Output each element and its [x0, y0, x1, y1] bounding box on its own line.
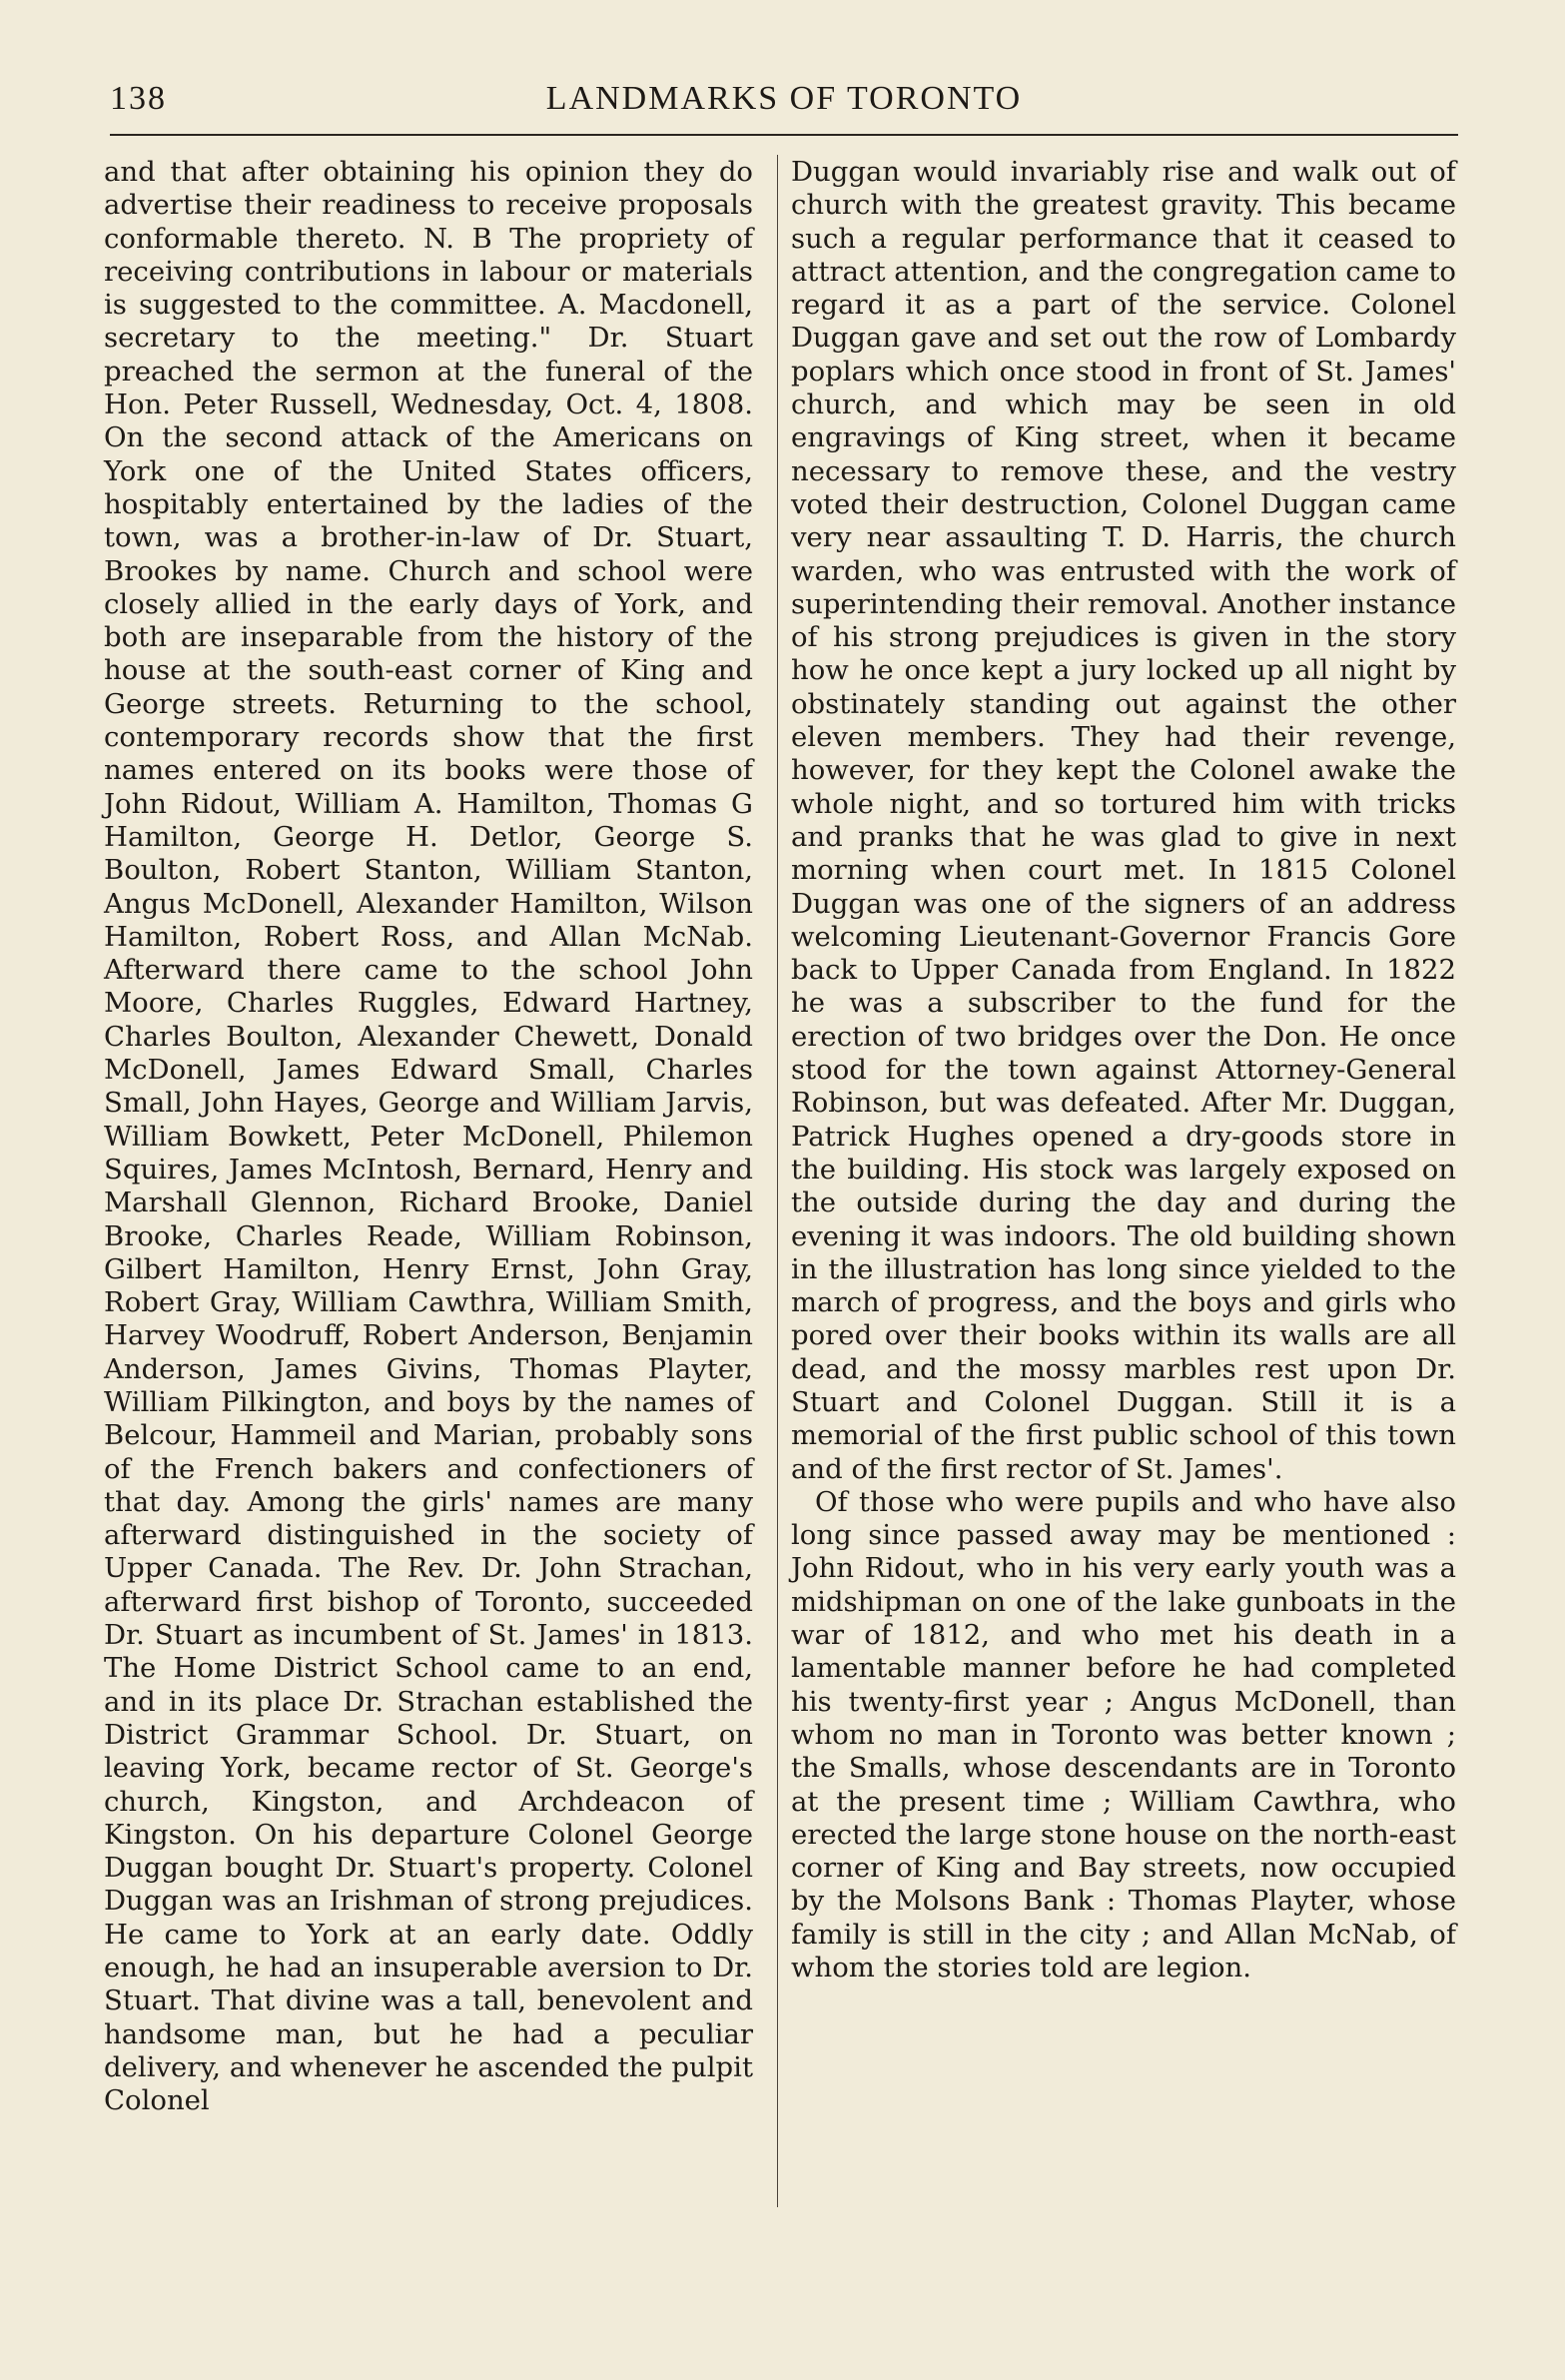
right-paragraph: Of those who were pupils and who have also long since passed away may be mentioned : John Ridout, who in his very early youth was a midshipman on one of the lake gunboats in the war of 1812, and who met his death in a lamentable manner before he had completed his twenty-first year ; Angus McDonell, than whom no man in Toronto was better known ; the Smalls, whose descendants are in Toronto at the present time ; William Cawthra, who erected the large stone house on the north-east corner of King and Bay streets, now occupied by the Molsons Bank : Thomas Playter, whose family is still in the city ; and Allan McNab, of whom the stories told are legion. — [791, 1485, 1456, 1984]
right-paragraph: Duggan would invariably rise and walk out of church with the greatest gravity. This became such a regular performance that it ceased to attract attention, and the congregation came to regard it as a part of the service. Colonel Duggan gave and set out the row of Lombardy poplars which once stood in front of St. James' church, and which may be seen in old engravings of King street, when it became necessary to remove these, and the vestry voted their destruction, Colonel Duggan came very near assaulting T. D. Harris, the church warden, who was entrusted with the work of superintending their removal. Another instance of his strong prejudices is given in the story how he once kept a jury locked up all night by obstinately standing out against the other eleven members. They had their revenge, however, for they kept the Colonel awake the whole night, and so tortured him with tricks and pranks that he was glad to give in next morning when court met. In 1815 Colonel Duggan was one of the signers of an address welcoming Lieutenant-Governor Francis Gore back to Upper Canada from England. In 1822 he was a subscriber to the fund for the erection of two bridges over the Don. He once stood for the town against Attorney-General Robinson, but was defeated. After Mr. Duggan, Patrick Hughes opened a dry-goods store in the building. His stock was largely exposed on the outside during the day and during the evening it was indoors. The old building shown in the illustration has long since yielded to the march of progress, and the boys and girls who pored over their books within its walls are all dead, and the mossy marbles rest upon Dr. Stuart and Colonel Duggan. Still it is a memorial of the first public school of this town and of the first rector of St. James'. — [791, 156, 1456, 1485]
column-divider — [777, 155, 778, 2207]
left-paragraph: and that after obtaining his opinion they do advertise their readiness to receive proposals conformable thereto. N. B The propriety of receiving contributions in labour or materials is suggested to the committee. A. Macdonell, secretary to the meeting." Dr. Stuart preached the sermon at the funeral of the Hon. Peter Russell, Wednesday, Oct. 4, 1808. On the second attack of the Americans on York one of the United States officers, hospitably entertained by the ladies of the town, was a brother-in-law of Dr. Stuart, Brookes by name. Church and school were closely allied in the early days of York, and both are inseparable from the history of the house at the south-east corner of King and George streets. Returning to the school, contemporary records show that the first names entered on its books were those of John Ridout, William A. Hamilton, Thomas G Hamilton, George H. Detlor, George S. Boulton, Robert Stanton, William Stanton, Angus McDonell, Alexander Hamilton, Wilson Hamilton, Robert Ross, and Allan McNab. Afterward there came to the school John Moore, Charles Ruggles, Edward Hartney, Charles Boulton, Alexander Chewett, Donald McDonell, James Edward Small, Charles Small, John Hayes, George and William Jarvis, William Bowkett, Peter McDonell, Philemon Squires, James McIntosh, Bernard, Henry and Marshall Glennon, Richard Brooke, Daniel Brooke, Charles Reade, William Robinson, Gilbert Hamilton, Henry Ernst, John Gray, Robert Gray, William Cawthra, William Smith, Harvey Woodruff, Robert Anderson, Benjamin Anderson, James Givins, Thomas Playter, William Pilkington, and boys by the names of Belcour, Hammeil and Marian, probably sons of the French bakers and confectioners of that day. Among the girls' names are many afterward distinguished in the society of Upper Canada. The Rev. Dr. John Strachan, afterward first bishop of Toronto, succeeded Dr. Stuart as incumbent of St. James' in 1813. The Home District School came to an end, and in its place Dr. Strachan established the District Grammar School. Dr. Stuart, on leaving York, became rector of St. George's church, Kingston, and Archdeacon of Kingston. On his departure Colonel George Duggan bought Dr. Stuart's property. Colonel Duggan was an Irishman of strong prejudices. He came to York at an early date. Oddly enough, he had an insuperable aversion to Dr. Stuart. That divine was a tall, benevolent and handsome man, but he had a peculiar delivery, and whenever he ascended the pulpit Colonel — [104, 156, 753, 2117]
left-column — [104, 156, 753, 2118]
right-column — [791, 156, 1456, 1984]
header-rule — [110, 134, 1458, 136]
running-title: LANDMARKS OF TORONTO — [545, 80, 1023, 117]
page-number: 138 — [110, 80, 167, 117]
page-header — [110, 80, 1458, 126]
